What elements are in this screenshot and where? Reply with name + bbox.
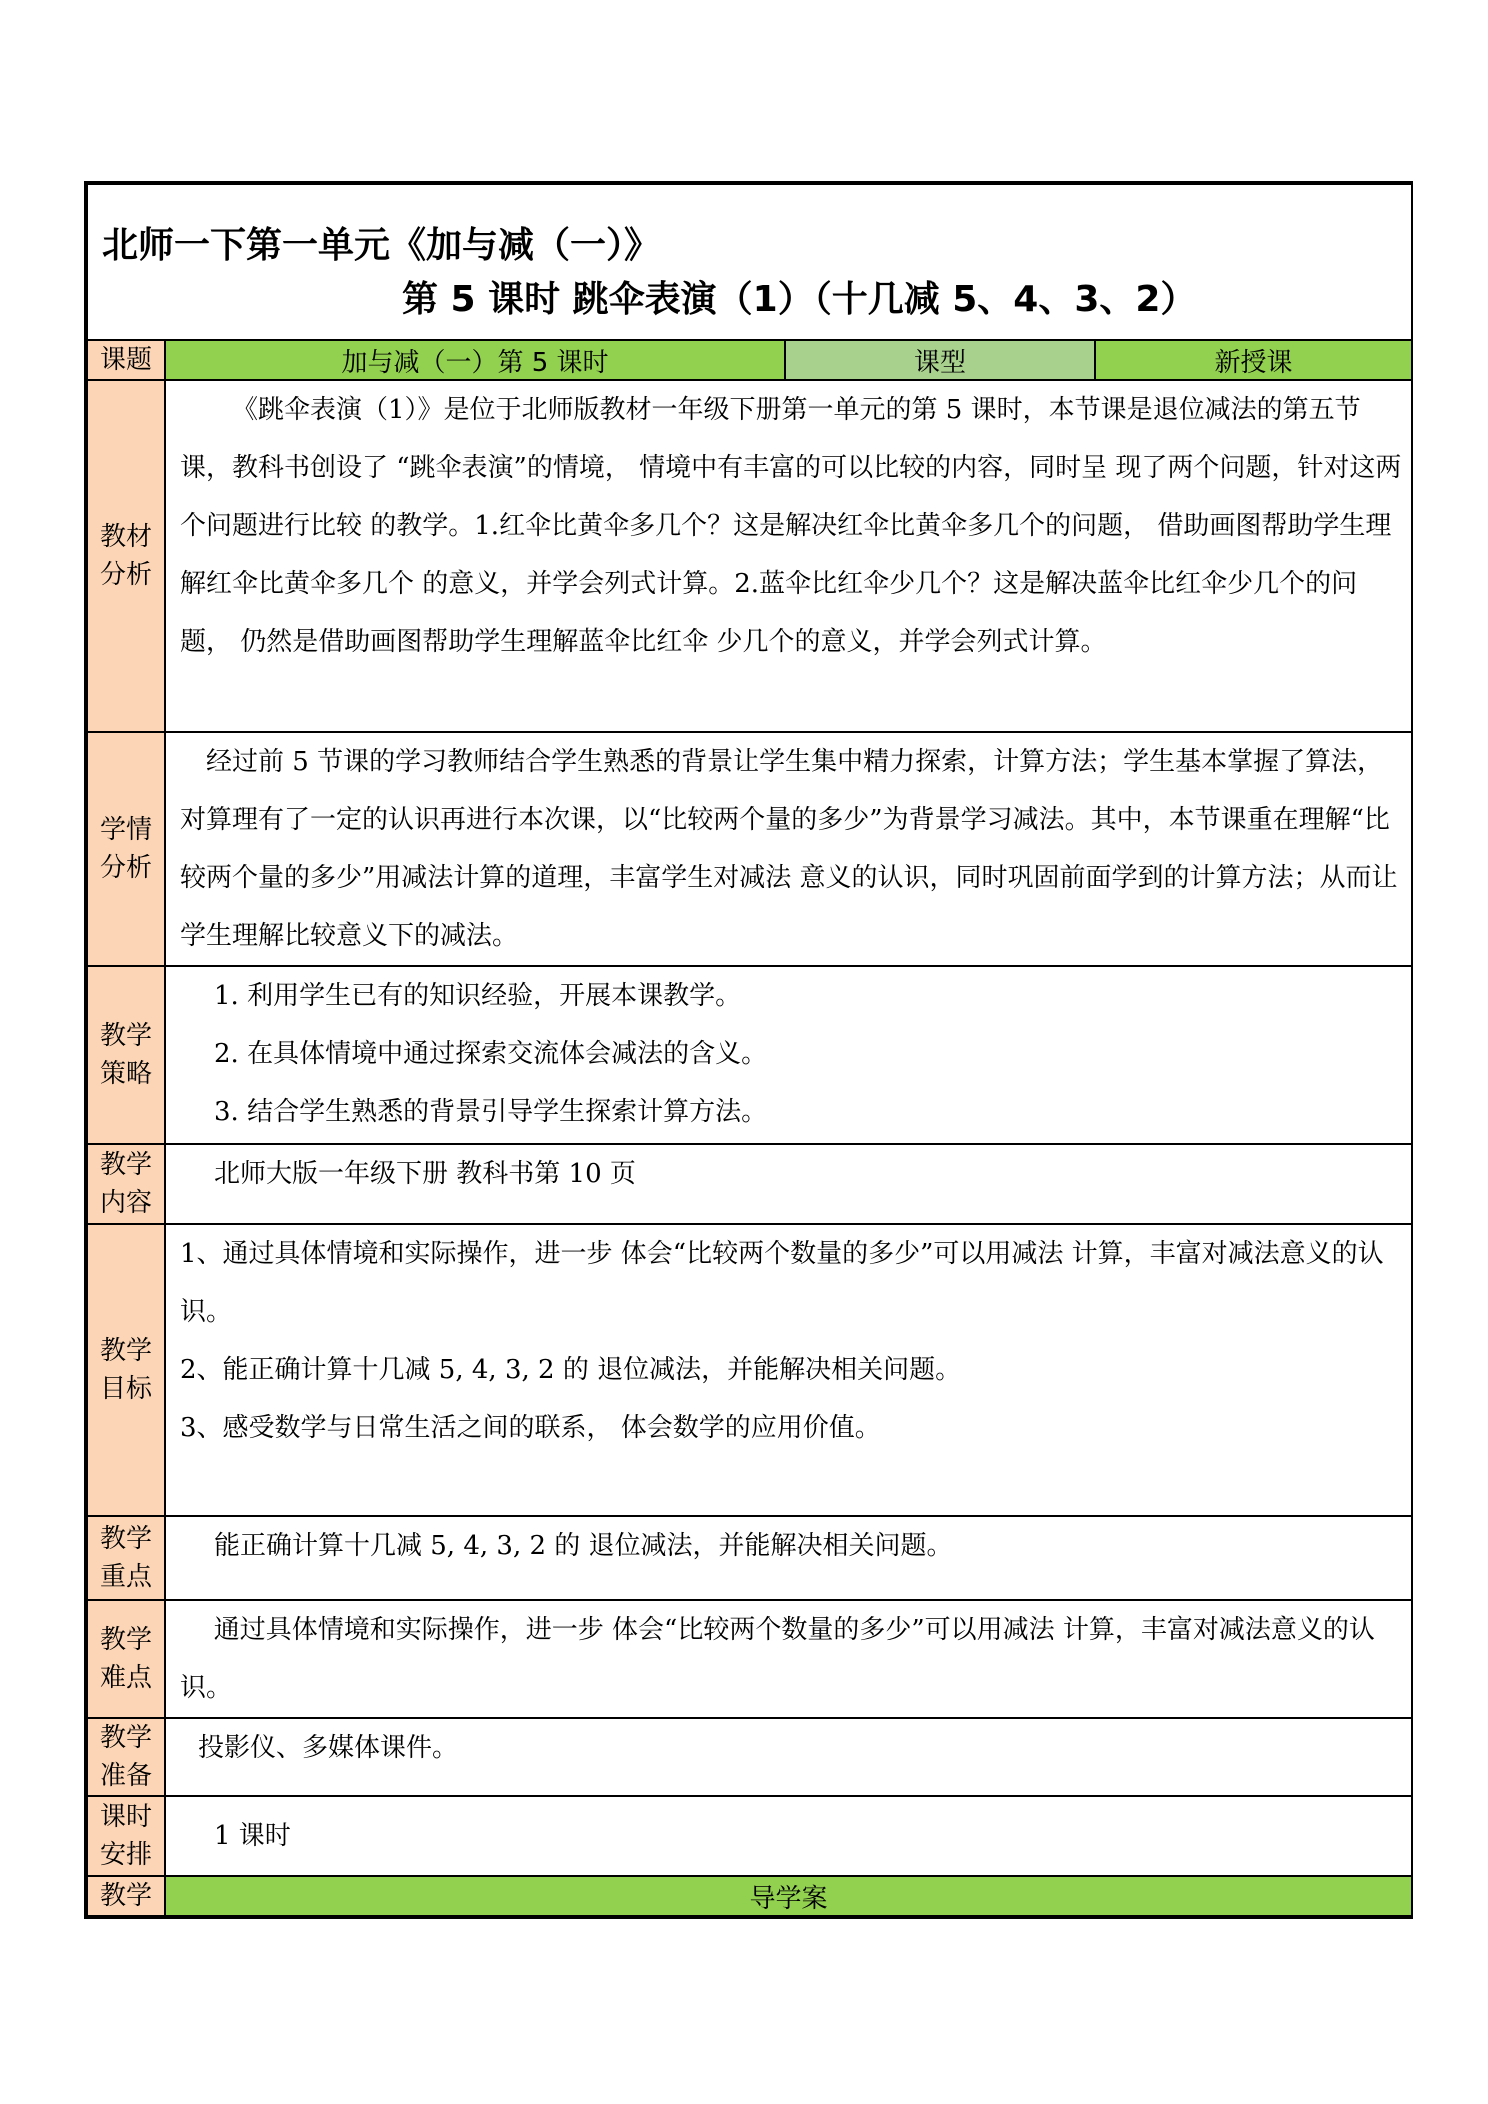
textbook-analysis-content bbox=[165, 380, 1412, 732]
difficulty-label: 教学 难点 bbox=[87, 1600, 165, 1718]
strategy-content bbox=[165, 966, 1412, 1144]
student-analysis-text: 经过前 5 节课的学习教师结合学生熟悉的背景让学生集中精力探索，计算方法；学生基本掌握了算法，对算理有了一定的认识再进行本次课，以“比较两个量的多少”为背景学习减法。其中，本节课重在理解“比较两个量的多少”用减法计算的道理，丰富学生对减法 意义的认识，同时巩固前面学到的计算方法；从而让学生理解比较意义下的减法。 bbox=[180, 747, 1398, 951]
document-title: 北师一下第一单元《加与减（一）》 bbox=[102, 225, 661, 266]
title-row bbox=[87, 184, 1412, 340]
textbook-analysis-text: 《跳伞表演（1）》是位于北师版教材一年级下册第一单元的第 5 课时，本节课是退位减法的第五节课，教科书创设了 “跳伞表演”的情境， 情境中有丰富的可以比较的内容，同时呈 现了两个问题，针对这两个问题进行比较 的教学。1.红伞比黄伞多几个？这是解决红伞比黄伞多几个的问题， 借助画图帮助学生理解红伞比黄伞多几个 的意义，并学会列式计算。2.蓝伞比红伞少几个？这是解决蓝伞比红伞少几个的问题， 仍然是借助画图帮助学生理解蓝伞比红伞 少几个的意义，并学会列式计算。 bbox=[180, 395, 1402, 657]
difficulty-value bbox=[165, 1600, 1412, 1718]
schedule-value bbox=[165, 1796, 1412, 1876]
lesson-plan-document bbox=[84, 181, 1413, 1919]
schedule-row bbox=[87, 1796, 1412, 1876]
schedule-text: 1 课时 bbox=[214, 1821, 291, 1851]
student-analysis-label: 学情 分析 bbox=[87, 732, 165, 966]
objective-item: 3、感受数学与日常生活之间的联系， 体会数学的应用价值。 bbox=[180, 1413, 881, 1443]
teaching-label: 教学 bbox=[87, 1876, 165, 1916]
topic-label: 课题 bbox=[87, 340, 165, 380]
topic-row bbox=[87, 340, 1412, 380]
objectives-row bbox=[87, 1224, 1412, 1516]
title-cell bbox=[87, 184, 1412, 340]
objective-item: 1、通过具体情境和实际操作，进一步 体会“比较两个数量的多少”可以用减法 计算，丰富对减法意义的认识。 bbox=[180, 1239, 1384, 1327]
textbook-analysis-row bbox=[87, 380, 1412, 732]
strategy-item: 1. 利用学生已有的知识经验，开展本课教学。 bbox=[214, 981, 742, 1011]
key-point-text: 能正确计算十几减 5, 4, 3, 2 的 退位减法，并能解决相关问题。 bbox=[214, 1531, 953, 1561]
strategy-label: 教学 策略 bbox=[87, 966, 165, 1144]
teaching-row bbox=[87, 1876, 1412, 1916]
content-row bbox=[87, 1144, 1412, 1224]
schedule-label: 课时 安排 bbox=[87, 1796, 165, 1876]
strategy-item: 2. 在具体情境中通过探索交流体会减法的含义。 bbox=[214, 1039, 768, 1069]
objectives-content bbox=[165, 1224, 1412, 1516]
textbook-analysis-label: 教材 分析 bbox=[87, 380, 165, 732]
content-text: 北师大版一年级下册 教科书第 10 页 bbox=[214, 1159, 636, 1189]
strategy-item: 3. 结合学生熟悉的背景引导学生探索计算方法。 bbox=[214, 1097, 768, 1127]
objective-item: 2、能正确计算十几减 5, 4, 3, 2 的 退位减法，并能解决相关问题。 bbox=[180, 1355, 962, 1385]
objectives-label: 教学 目标 bbox=[87, 1224, 165, 1516]
content-value bbox=[165, 1144, 1412, 1224]
content-label: 教学 内容 bbox=[87, 1144, 165, 1224]
preparation-text: 投影仪、多媒体课件。 bbox=[198, 1733, 459, 1763]
guide-header: 导学案 bbox=[165, 1876, 1412, 1916]
student-analysis-row bbox=[87, 732, 1412, 966]
key-point-row bbox=[87, 1516, 1412, 1600]
difficulty-row bbox=[87, 1600, 1412, 1718]
student-analysis-content bbox=[165, 732, 1412, 966]
lesson-plan-table bbox=[86, 183, 1413, 1917]
strategy-row bbox=[87, 966, 1412, 1144]
preparation-row bbox=[87, 1718, 1412, 1796]
key-point-label: 教学 重点 bbox=[87, 1516, 165, 1600]
lesson-type-value: 新授课 bbox=[1095, 340, 1412, 380]
key-point-value bbox=[165, 1516, 1412, 1600]
preparation-value bbox=[165, 1718, 1412, 1796]
lesson-subtitle: 第 5 课时 跳伞表演（1）（十几减 5、4、3、2） bbox=[402, 279, 1197, 320]
topic-value: 加与减（一）第 5 课时 bbox=[165, 340, 785, 380]
difficulty-text: 通过具体情境和实际操作，进一步 体会“比较两个数量的多少”可以用减法 计算，丰富对减法意义的认识。 bbox=[180, 1615, 1375, 1703]
preparation-label: 教学 准备 bbox=[87, 1718, 165, 1796]
lesson-type-label: 课型 bbox=[785, 340, 1095, 380]
